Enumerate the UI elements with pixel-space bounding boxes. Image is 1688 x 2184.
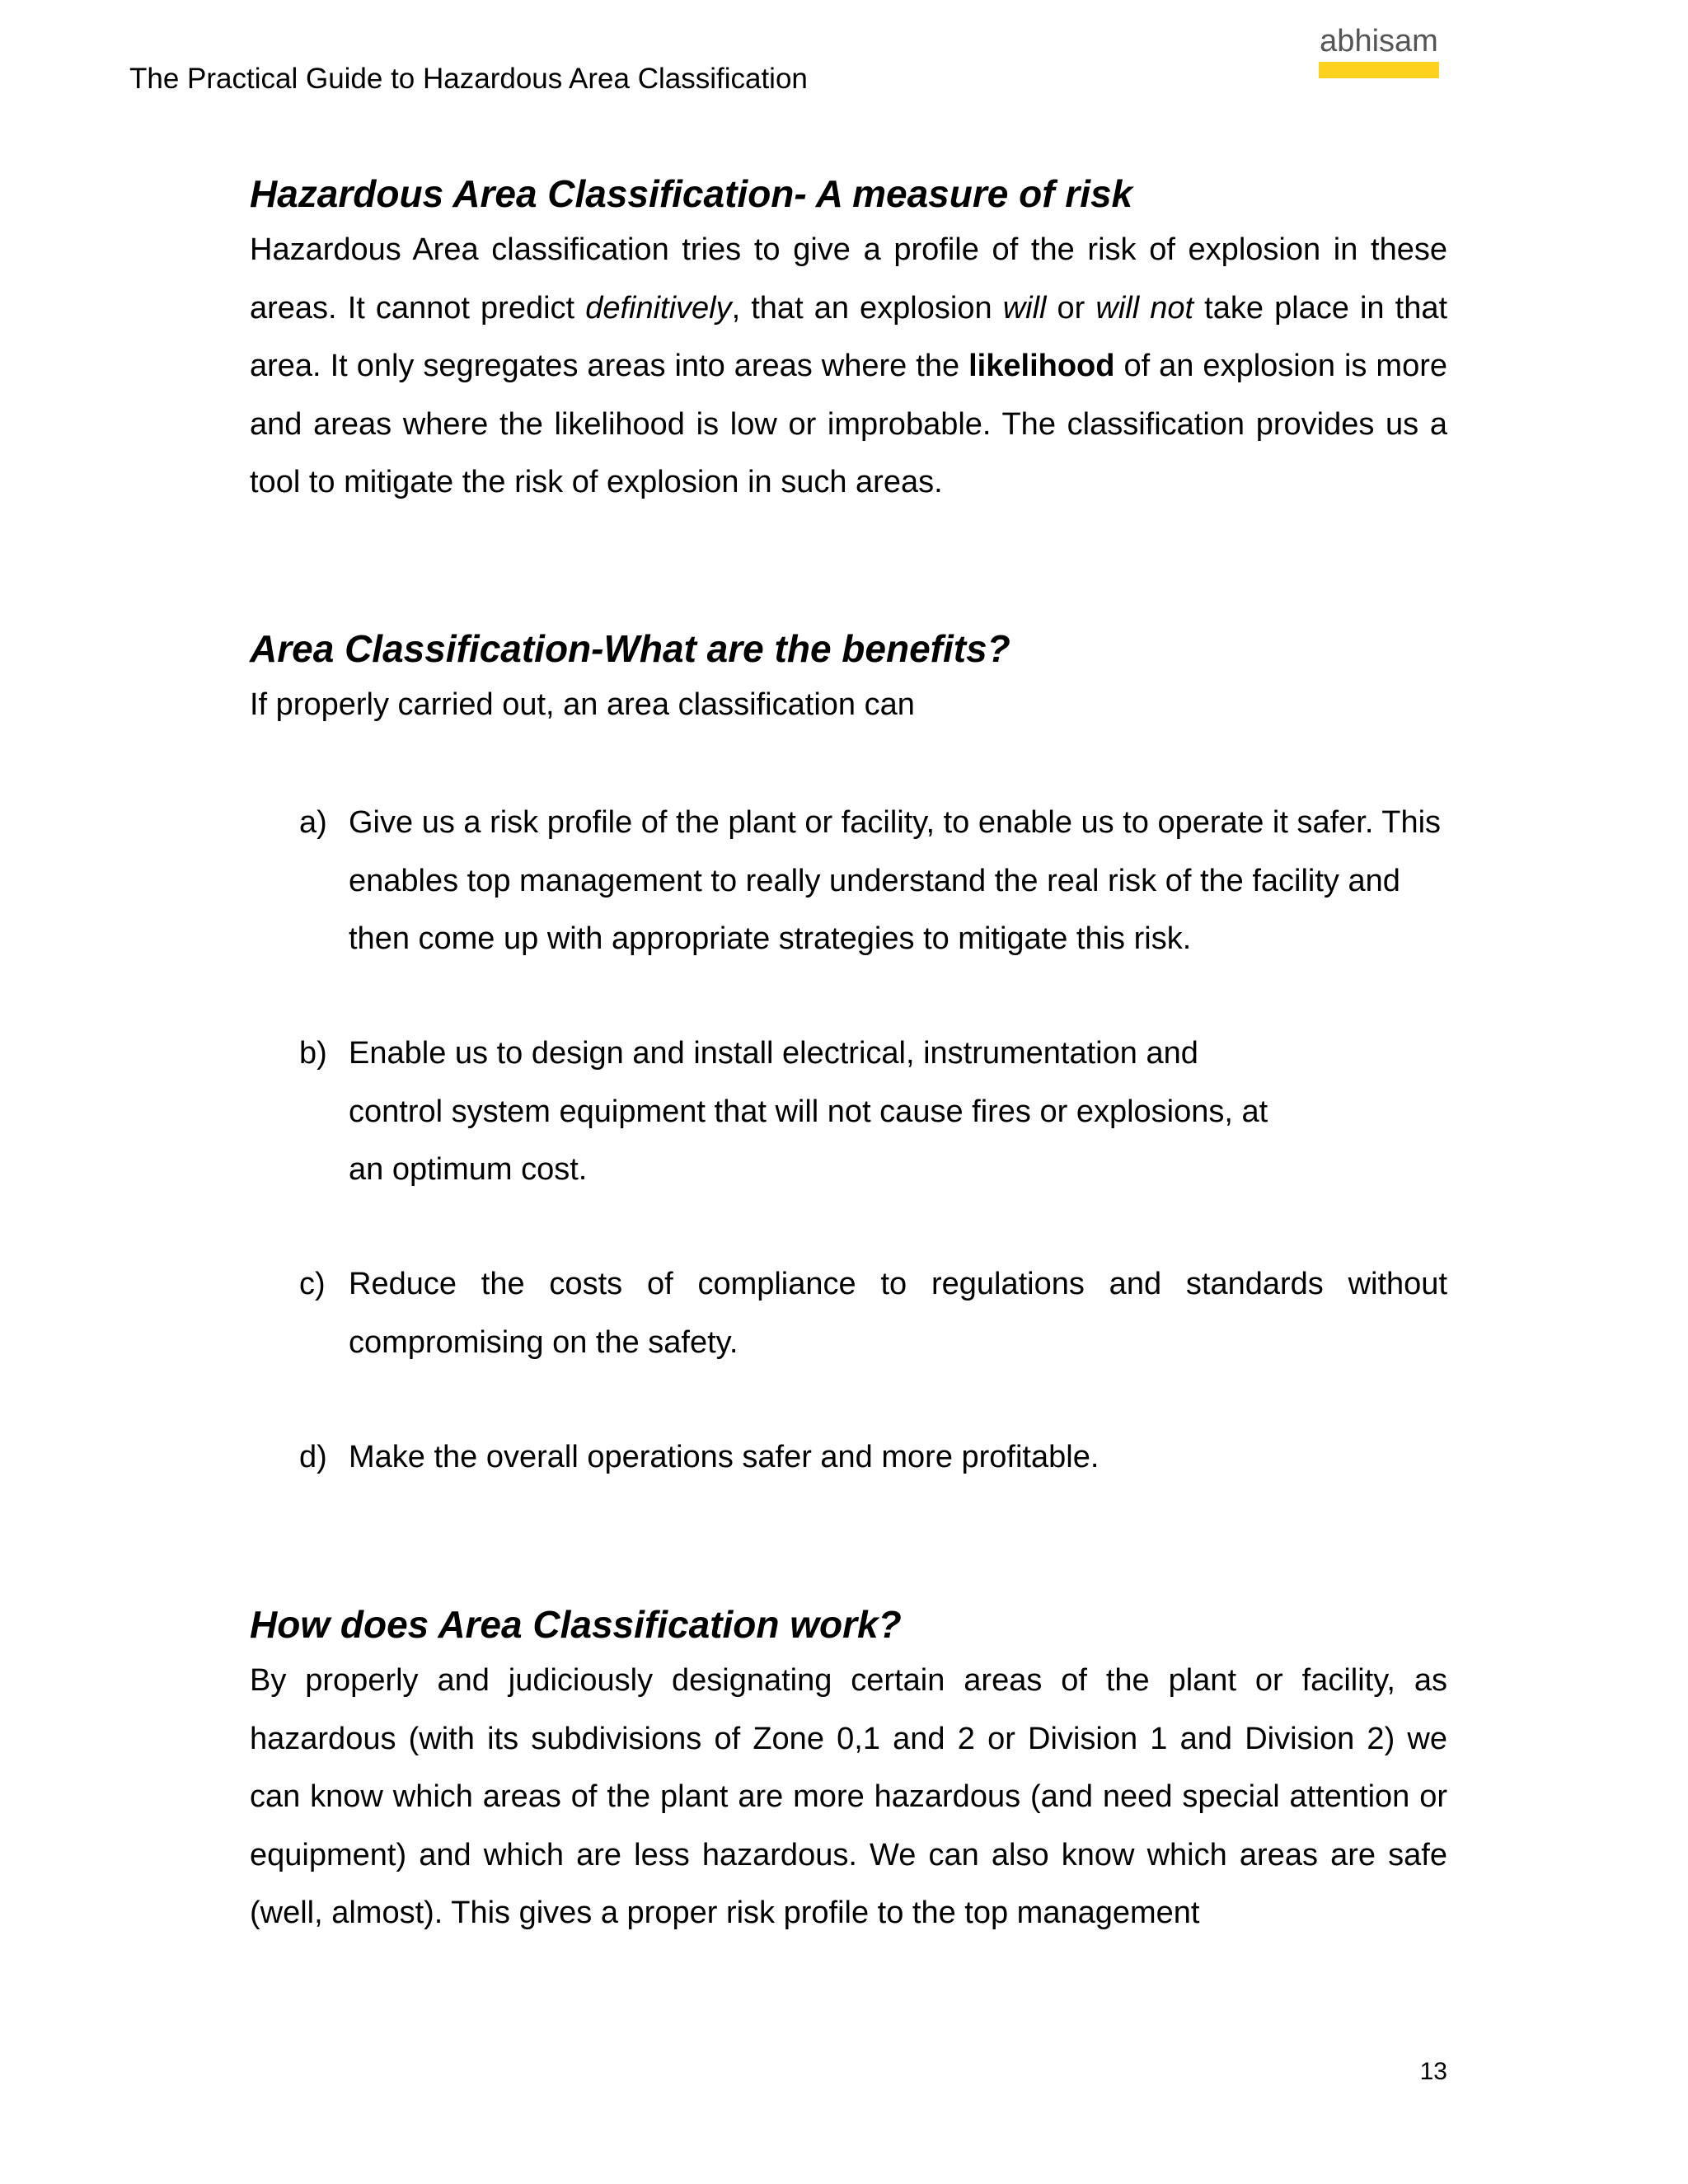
list-item bbox=[299, 1024, 1447, 1199]
section-heading: Area Classification-What are the benefits? bbox=[250, 627, 1010, 670]
list-marker: b) bbox=[299, 1036, 327, 1071]
brand-logo bbox=[1319, 23, 1439, 78]
document-title: The Practical Guide to Hazardous Area Classification bbox=[129, 63, 808, 95]
brand-name: abhisam bbox=[1320, 24, 1438, 59]
paragraph-text: or bbox=[1046, 290, 1096, 326]
emphasis-text: will not bbox=[1095, 290, 1194, 326]
list-marker: d) bbox=[299, 1440, 327, 1474]
list-marker: c) bbox=[299, 1267, 326, 1301]
list-item bbox=[299, 1428, 1447, 1487]
section-heading: Hazardous Area Classification- A measure of risk bbox=[250, 172, 1133, 215]
paragraph-text: of an explosion is more and areas where the likelihood is low or improbable. The classification provides us a tool to mitigate the risk of explosion in such areas. bbox=[250, 349, 1447, 499]
list-item-text: Give us a risk profile of the plant or facility, to enable us to operate it safer. This enables top management to really understand the real risk of the facility and then come up with appropriate strategies to mitigate this risk. bbox=[349, 805, 1442, 956]
emphasis-text: definitively bbox=[585, 290, 732, 326]
list-item bbox=[299, 1255, 1447, 1371]
page-number: 13 bbox=[1419, 2058, 1447, 2085]
paragraph-text: take place in that area. It only segregates areas into areas where the bbox=[250, 290, 1448, 383]
paragraph-text: Hazardous Area classification tries to give a profile of the risk of explosion in these areas. It cannot predict bbox=[250, 232, 1447, 326]
list-item-text: Reduce the costs of compliance to regulations and standards without compromising on the safety. bbox=[349, 1267, 1447, 1360]
section-intro: If properly carried out, an area classification can bbox=[250, 687, 915, 722]
list-item-text: Make the overall operations safer and more profitable. bbox=[349, 1440, 1100, 1474]
paragraph-text: , that an explosion bbox=[731, 290, 1003, 326]
list-item-text: Enable us to design and install electrical, instrumentation and control system equipment that will not cause fires or explosions, at an optimum cost. bbox=[349, 1036, 1268, 1187]
section-paragraph: By properly and judiciously designating certain areas of the plant or facility, as hazardous (with its subdivisions of Zone 0,1 and 2 or Division 1 and Division 2) we can know which areas of the plant are more hazardous (and need special attention or equipment) and which are less hazardous. We can also know which areas are safe (well, almost). This gives a proper risk profile to the top management bbox=[250, 1663, 1447, 1930]
list-marker: a) bbox=[299, 805, 327, 840]
emphasis-text: will bbox=[1002, 290, 1047, 326]
section-measure-of-risk bbox=[250, 170, 1447, 512]
brand-underline-bar bbox=[1319, 62, 1439, 78]
bold-text: likelihood bbox=[968, 349, 1115, 383]
list-item bbox=[299, 794, 1447, 968]
section-paragraph bbox=[250, 221, 1447, 512]
section-benefits bbox=[250, 625, 1447, 734]
section-how-it-works bbox=[250, 1601, 1447, 1943]
section-heading: How does Area Classification work? bbox=[250, 1603, 902, 1646]
